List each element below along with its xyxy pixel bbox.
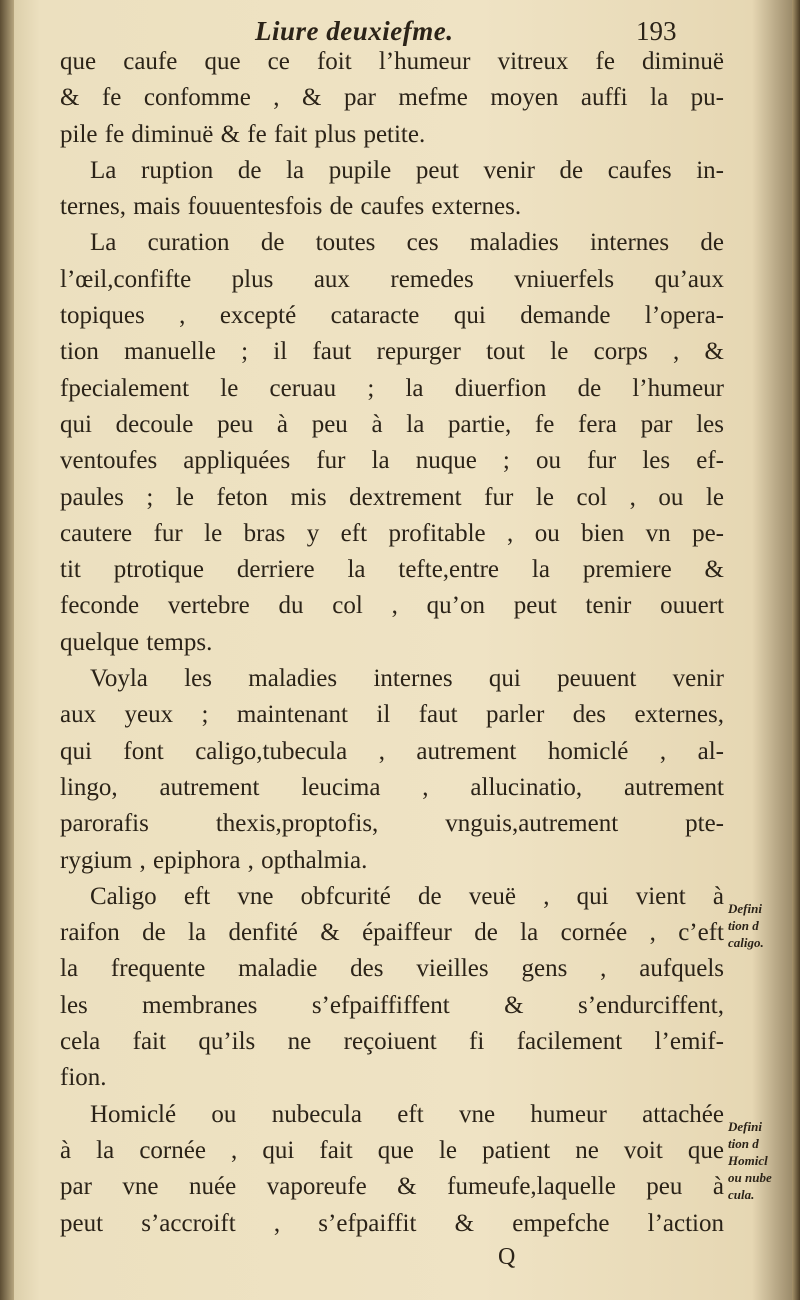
margin-note-line: ou nube <box>728 1170 772 1185</box>
text-line: ventoufes appliquées fur la nuque ; ou fur les ef- <box>60 447 724 475</box>
text-line: rygium , epiphora , opthalmia. <box>60 846 368 874</box>
text-line: qui decoule peu à peu à la partie, fe fera par les <box>60 410 724 438</box>
text-line: tion manuelle ; il faut repurger tout le corps , & <box>60 338 724 366</box>
book-spine-shadow <box>0 0 14 1300</box>
text-line: fion. <box>60 1064 107 1092</box>
text-line: La curation de toutes ces maladies internes de <box>90 229 724 257</box>
text-line: pile fe diminuë & fe fait plus petite. <box>60 120 426 148</box>
text-line: La ruption de la pupile peut venir de caufes in- <box>90 156 724 184</box>
margin-note-line: caligo. <box>728 935 764 950</box>
text-line: & fe confomme , & par mefme moyen auffi la pu- <box>60 84 724 112</box>
text-line: peut s’accroift , s’efpaiffit & empefche l’action <box>60 1209 724 1237</box>
margin-note-line: tion d <box>728 918 759 933</box>
text-line: Voyla les maladies internes qui peuuent venir <box>90 665 724 693</box>
text-line: raifon de la denfité & épaiffeur de la cornée , c’eft <box>60 919 724 947</box>
page-edge-shadow <box>792 0 800 1300</box>
text-line: la frequente maladie des vieilles gens , aufquels <box>60 955 724 983</box>
margin-note-line: Defini <box>728 1119 762 1134</box>
text-line: tit ptrotique derriere la tefte,entre la premiere & <box>60 556 724 584</box>
margin-note-homicle <box>728 1118 792 1203</box>
page-number: 193 <box>636 16 677 46</box>
text-line: lingo, autrement leucima , allucinatio, autrement <box>60 773 724 801</box>
text-line: Homiclé ou nubecula eft vne humeur attachée <box>90 1100 724 1128</box>
text-line: que caufe que ce foit l’humeur vitreux fe diminuë <box>60 48 724 75</box>
text-line: paules ; le feton mis dextrement fur le col , ou le <box>60 483 724 511</box>
text-line: topiques , excepté cataracte qui demande l’opera- <box>60 302 724 330</box>
body-text <box>60 44 724 1242</box>
text-line: l’œil,confifte plus aux remedes vniuerfels qu’aux <box>60 265 724 293</box>
margin-note-line: Defini <box>728 901 762 916</box>
text-line: aux yeux ; maintenant il faut parler des externes, <box>60 701 724 729</box>
text-line: à la cornée , qui fait que le patient ne voit que <box>60 1136 724 1164</box>
catchword: Q <box>498 1244 516 1270</box>
margin-note-caligo <box>728 900 792 951</box>
text-line: ternes, mais fouuentesfois de caufes externes. <box>60 193 522 221</box>
text-line: les membranes s’efpaiffiffent & s’endurciffent, <box>60 991 724 1019</box>
text-line: quelque temps. <box>60 628 213 656</box>
margin-note-line: tion d <box>728 1136 759 1151</box>
text-line: par vne nuée vaporeufe & fumeufe,laquelle peu à <box>60 1173 724 1201</box>
text-line: Caligo eft vne obfcurité de veuë , qui vient à <box>90 882 724 910</box>
text-line: qui font caligo,tubecula , autrement homiclé , al- <box>60 737 724 765</box>
text-line: fpecialement le ceruau ; la diuerfion de l’humeur <box>60 374 724 402</box>
text-line: feconde vertebre du col , qu’on peut tenir ouuert <box>60 592 724 620</box>
margin-note-line: cula. <box>728 1187 755 1202</box>
text-line: cautere fur le bras y eft profitable , ou bien vn pe- <box>60 519 724 547</box>
margin-note-line: Homicl <box>728 1153 768 1168</box>
text-line: cela fait qu’ils ne reçoiuent fi facilement l’emif- <box>60 1028 724 1056</box>
running-title: Liure deuxiefme. <box>255 16 454 46</box>
text-line: parorafis thexis,proptofis, vnguis,autrement pte- <box>60 810 724 838</box>
